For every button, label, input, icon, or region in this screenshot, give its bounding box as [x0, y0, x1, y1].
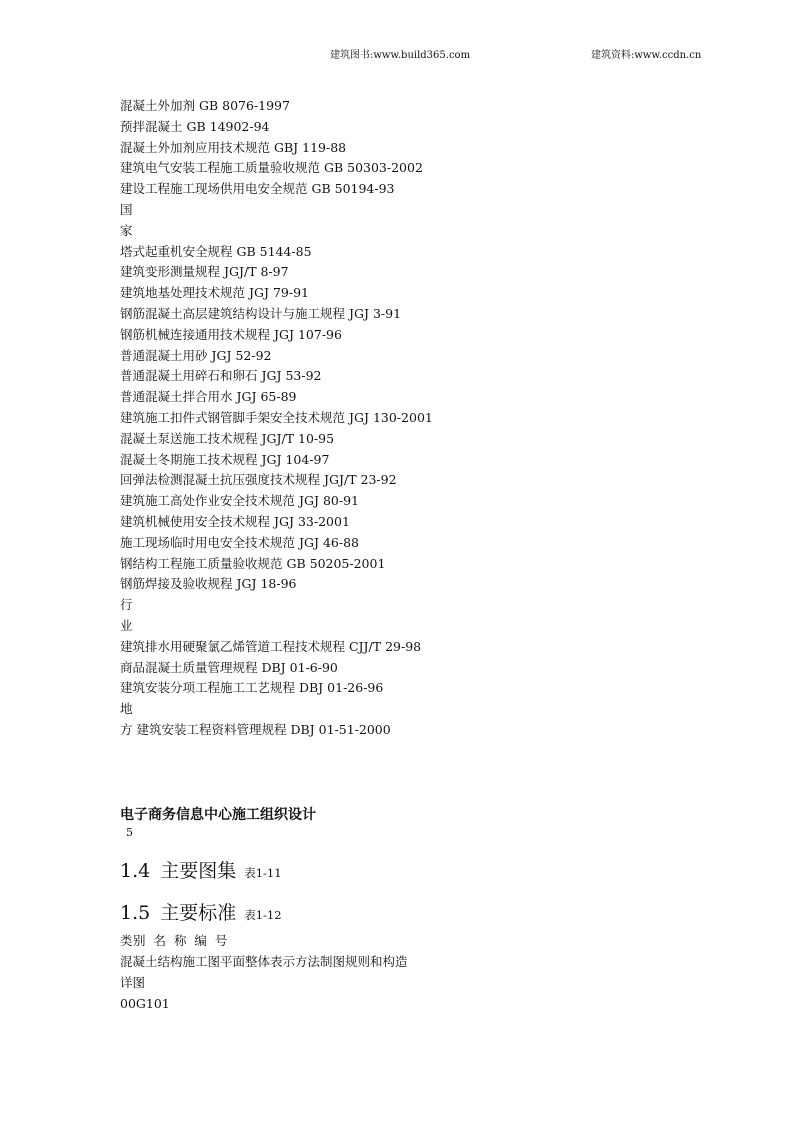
list-item: 塔式起重机安全规程 GB 5144-85: [120, 243, 312, 259]
table-cell-code: 00G101: [120, 996, 170, 1011]
list-item: 施工现场临时用电安全技术规范 JGJ 46-88: [120, 534, 359, 550]
list-item: 建筑地基处理技术规范 JGJ 79-91: [120, 285, 309, 301]
header-right-text: 建筑资料:www.ccdn.cn: [591, 50, 702, 61]
section-title: 主要标准: [160, 902, 237, 924]
section-title: 主要图集: [160, 860, 237, 882]
list-item: 行: [120, 597, 133, 613]
list-item: 钢筋机械连接通用技术规程 JGJ 107-96: [120, 326, 342, 342]
list-item: 建筑变形测量规程 JGJ/T 8-97: [120, 264, 289, 280]
list-item: 建筑安装分项工程施工工艺规程 DBJ 01-26-96: [120, 680, 384, 696]
list-item: 钢筋焊接及验收规程 JGJ 18-96: [120, 576, 297, 592]
list-item: 商品混凝土质量管理规程 DBJ 01-6-90: [120, 659, 338, 675]
list-item: 回弹法检测混凝土抗压强度技术规程 JGJ/T 23-92: [120, 472, 397, 488]
standards-table: [120, 930, 408, 1014]
table-reference: 表1-12: [244, 908, 282, 922]
header-left-text: 建筑图书:www.build365.com: [330, 50, 471, 61]
list-item: 预拌混凝土 GB 14902-94: [120, 118, 270, 134]
page-number: 5: [126, 826, 133, 839]
list-item: 钢筋混凝土高层建筑结构设计与施工规程 JGJ 3-91: [120, 305, 402, 321]
table-header: 类别 名 称 编 号: [120, 933, 228, 948]
section-heading-atlas: [120, 856, 282, 883]
list-item: 建筑机械使用安全技术规程 JGJ 33-2001: [120, 513, 350, 529]
list-item: 建筑排水用硬聚氯乙烯管道工程技术规程 CJJ/T 29-98: [120, 638, 422, 654]
section-number: 1.4: [120, 860, 151, 882]
table-cell-name-continued: 详图: [120, 975, 146, 990]
list-item: 混凝土外加剂应用技术规范 GBJ 119-88: [120, 139, 347, 155]
list-item: 建筑施工扣件式钢管脚手架安全技术规范 JGJ 130-2001: [120, 409, 433, 425]
list-item: 混凝土外加剂 GB 8076-1997: [120, 98, 290, 113]
list-item: 混凝土冬期施工技术规程 JGJ 104-97: [120, 451, 330, 467]
list-item: 家: [120, 222, 133, 238]
list-item: 普通混凝土用碎石和卵石 JGJ 53-92: [120, 368, 322, 384]
standards-list: [120, 96, 433, 741]
section-number: 1.5: [120, 902, 151, 924]
list-item: 方 建筑安装工程资料管理规程 DBJ 01-51-2000: [120, 721, 391, 737]
table-cell-name: 混凝土结构施工图平面整体表示方法制图规则和构造: [120, 954, 408, 969]
list-item: 建设工程施工现场供用电安全规范 GB 50194-93: [120, 181, 395, 197]
list-item: 普通混凝土用砂 JGJ 52-92: [120, 347, 272, 363]
section-heading-standards: [120, 898, 282, 925]
document-title: 电子商务信息中心施工组织设计: [120, 807, 316, 823]
list-item: 建筑电气安装工程施工质量验收规范 GB 50303-2002: [120, 160, 423, 176]
list-item: 普通混凝土拌合用水 JGJ 65-89: [120, 389, 297, 405]
list-item: 钢结构工程施工质量验收规范 GB 50205-2001: [120, 555, 386, 571]
list-item: 地: [120, 701, 133, 717]
list-item: 混凝土泵送施工技术规程 JGJ/T 10-95: [120, 430, 335, 446]
list-item: 业: [120, 617, 133, 633]
list-item: 建筑施工高处作业安全技术规范 JGJ 80-91: [120, 493, 359, 509]
list-item: 国: [120, 201, 133, 217]
table-reference: 表1-11: [244, 866, 282, 880]
